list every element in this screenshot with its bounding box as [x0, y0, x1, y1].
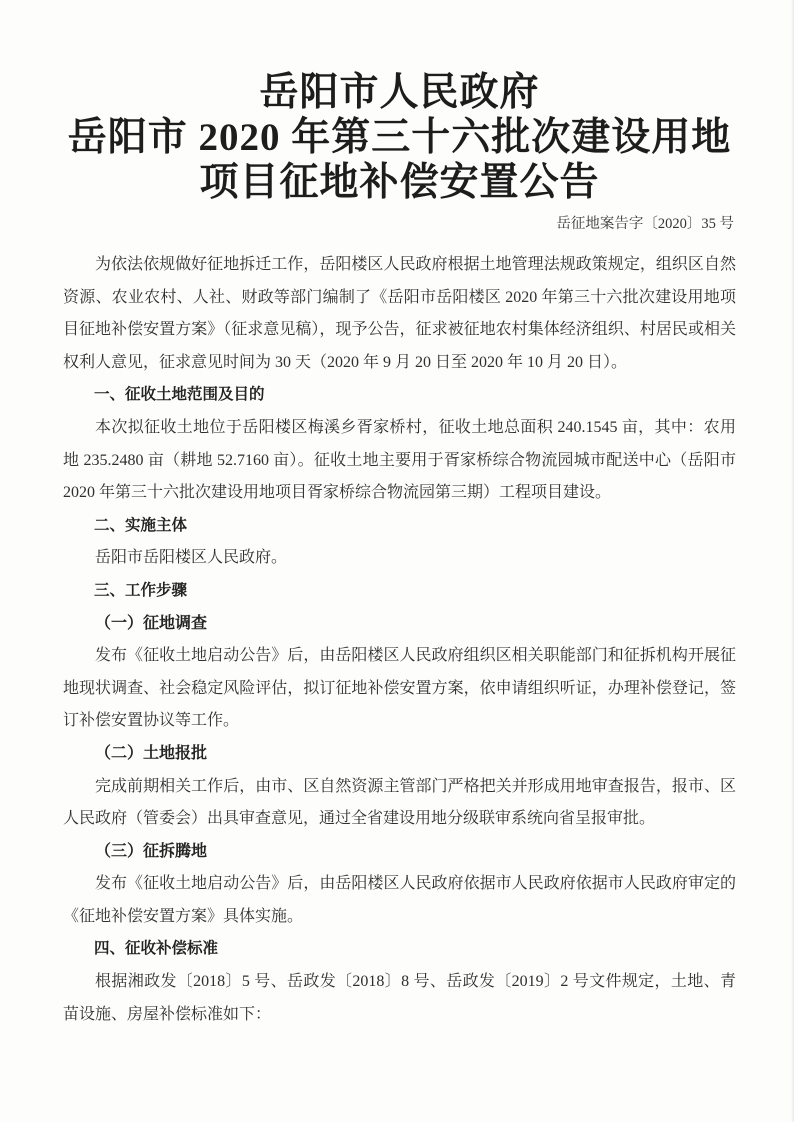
paragraph: 完成前期相关工作后，由市、区自然资源主管部门严格把关并形成用地审查报告，报市、区人民政府（管委会）出具审查意见，通过全省建设用地分级联审系统向省呈报审批。	[63, 777, 736, 828]
section-heading: 一、征收土地范围及目的	[94, 386, 265, 404]
document-body	[63, 249, 736, 1031]
subsection-heading: （二）土地报批	[95, 744, 208, 762]
section-heading: 四、征收补偿标准	[94, 940, 219, 958]
document-title-line-2: 岳阳市 2020 年第三十六批次建设用地	[67, 116, 732, 159]
paragraph: 发布《征收土地启动公告》后，由岳阳楼区人民政府依据市人民政府依据市人民政府审定的《征地补偿安置方案》具体实施。	[63, 875, 736, 925]
paragraph: 为依法依规做好征地拆迁工作，岳阳楼区人民政府根据土地管理法规政策规定，组织区自然资源、农业农村、人社、财政等部门编制了《岳阳市岳阳楼区 2020 年第三十六批次建设用地项目征地补偿安置方案》（征求意见稿），现予公告，征求被征地农村集体经济组织、村居民或相关权利人意见，征求意见时间为 30 天（2020 年 9 月 20 日至 2020 年 10 月 20 日）。	[63, 256, 736, 371]
document-title-line-1: 岳阳市人民政府	[259, 71, 540, 114]
paragraph: 岳阳市岳阳楼区人民政府。	[95, 549, 288, 567]
subsection-heading: （三）征拆腾地	[95, 842, 208, 860]
document-number: 岳征地案告字〔2020〕35 号	[556, 216, 734, 232]
section-heading: 二、实施主体	[94, 516, 188, 534]
section-heading: 三、工作步骤	[94, 581, 188, 599]
paragraph: 发布《征收土地启动公告》后，由岳阳楼区人民政府组织区相关职能部门和征拆机构开展征地现状调查、社会稳定风险评估，拟订征地补偿安置方案，依申请组织听证，办理补偿登记，签订补偿安置协议等工作。	[63, 647, 736, 730]
paragraph: 根据湘政发〔2018〕5 号、岳政发〔2018〕8 号、岳政发〔2019〕2 号文件规定，土地、青苗设施、房屋补偿标准如下：	[63, 973, 736, 1023]
document-title	[63, 70, 736, 205]
document-title-line-3: 项目征地补偿安置公告	[199, 161, 600, 204]
paragraph: 本次拟征收土地位于岳阳楼区梅溪乡胥家桥村，征收土地总面积 240.1545 亩，其中：农用地 235.2480 亩（耕地 52.7160 亩）。征收土地主要用于胥家桥综合物流园城市配送中心（岳阳市 2020 年第三十六批次建设用地项目胥家桥综合物流园第三期）工程项目建设。	[63, 418, 736, 502]
subsection-heading: （一）征地调查	[95, 614, 208, 632]
